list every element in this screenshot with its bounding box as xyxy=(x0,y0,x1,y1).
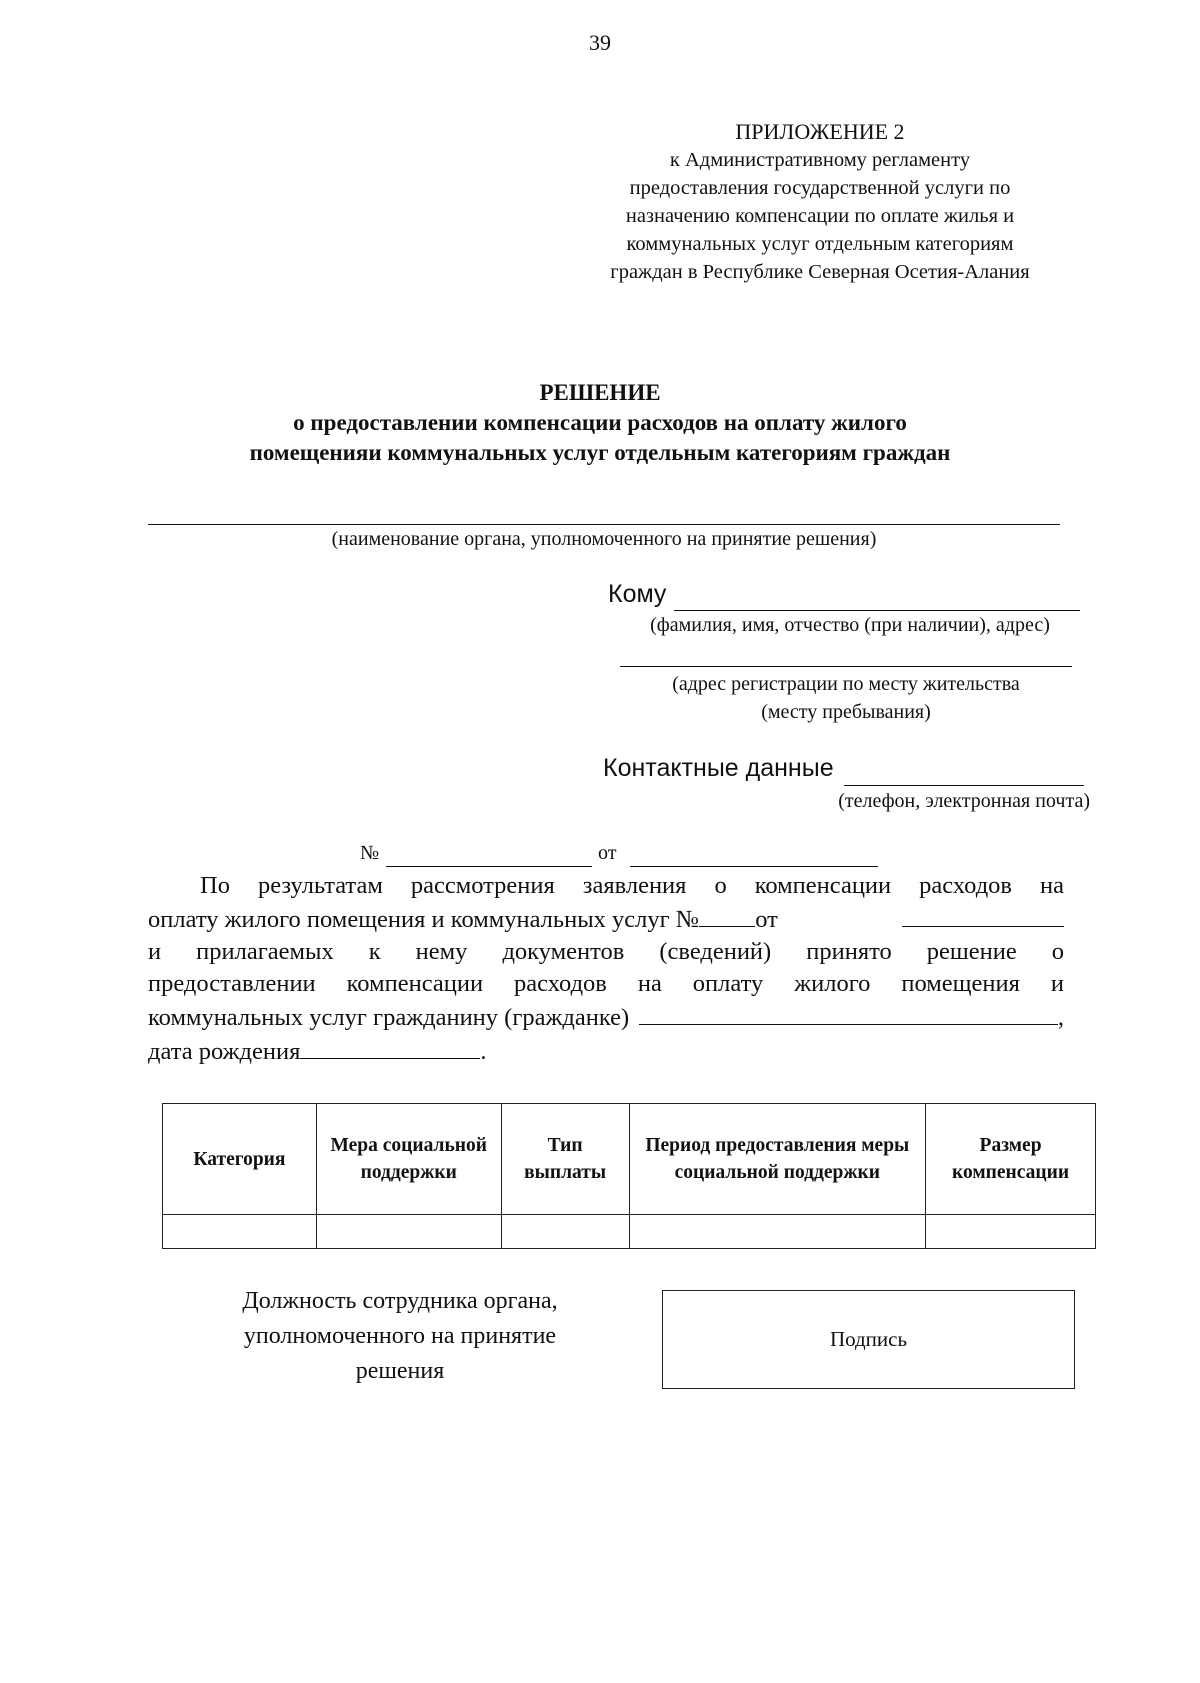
appendix-line: назначению компенсации по оплате жилья и xyxy=(625,205,1015,227)
body-line-5 xyxy=(148,1000,1064,1034)
body-line-6-period: . xyxy=(480,1038,487,1065)
body-line-3: и прилагаемых к нему документов (сведений) принято решение о xyxy=(148,938,1064,965)
birth-date-label: дата рождения xyxy=(148,1038,301,1065)
title-main: РЕШЕНИЕ xyxy=(539,380,661,405)
appendix-line: коммунальных услуг отдельным категориям xyxy=(626,233,1014,255)
signature-label: Подпись xyxy=(829,1327,908,1351)
compensation-table xyxy=(162,1103,1096,1249)
column-header: Тип выплаты xyxy=(501,1104,629,1215)
body-line-5-comma: , xyxy=(1057,1004,1064,1031)
appendix-header xyxy=(540,118,1100,286)
signature-box xyxy=(662,1290,1075,1389)
table-header-row xyxy=(163,1104,1096,1215)
body-line-5-text: коммунальных услуг гражданину (гражданке) xyxy=(148,1004,630,1031)
appendix-line: к Административному регламенту xyxy=(669,149,971,171)
decision-paragraph xyxy=(148,870,1064,1068)
number-label: № xyxy=(360,842,380,864)
employee-position xyxy=(180,1284,620,1389)
page-number: 39 xyxy=(589,30,611,55)
contacts-label: Контактные данные xyxy=(603,754,834,782)
table-cell xyxy=(316,1215,501,1249)
recipient-label: Кому xyxy=(608,580,667,608)
application-number-blank xyxy=(699,902,755,927)
appendix-line: предоставления государственной услуги по xyxy=(629,177,1011,199)
table-cell xyxy=(629,1215,926,1249)
body-line-6 xyxy=(148,1034,1064,1068)
table-cell xyxy=(163,1215,317,1249)
recipient-name-line xyxy=(674,610,1080,611)
authority-name-line xyxy=(148,524,1060,525)
body-line-2 xyxy=(148,902,1064,936)
contacts-caption: (телефон, электронная почта) xyxy=(838,790,1090,812)
document-title xyxy=(0,378,1200,468)
body-line-4: предоставлении компенсации расходов на оплату жилого помещения и xyxy=(148,970,1064,997)
position-line-3: решения xyxy=(355,1358,445,1384)
address-caption-line-2: (месту пребывания) xyxy=(761,701,931,723)
appendix-heading: ПРИЛОЖЕНИЕ 2 xyxy=(735,119,905,144)
number-field-line xyxy=(386,866,592,867)
title-line-1: о предоставлении компенсации расходов на оплату жилого xyxy=(293,410,907,435)
table-row xyxy=(163,1215,1096,1249)
appendix-line: граждан в Республике Северная Осетия-Алания xyxy=(610,261,1030,283)
recipient-caption: (фамилия, имя, отчество (при наличии), адрес) xyxy=(650,614,1050,636)
date-field-line xyxy=(630,866,878,867)
application-date-blank xyxy=(902,902,1064,927)
table-cell xyxy=(501,1215,629,1249)
column-header: Категория xyxy=(163,1104,317,1215)
address-caption xyxy=(620,670,1072,726)
body-line-2-text: оплату жилого помещения и коммунальных услуг № xyxy=(148,906,700,933)
position-line-2: уполномоченного на принятие xyxy=(243,1323,557,1349)
from-label: от xyxy=(598,842,617,864)
position-line-1: Должность сотрудника органа, xyxy=(242,1288,558,1314)
birth-date-blank xyxy=(300,1034,480,1059)
column-header: Период предоставления меры социальной поддержки xyxy=(629,1104,926,1215)
contacts-line xyxy=(844,785,1084,786)
table-cell xyxy=(926,1215,1096,1249)
column-header: Размер компенсации xyxy=(926,1104,1096,1215)
recipient-address-line xyxy=(620,666,1072,667)
authority-caption: (наименование органа, уполномоченного на принятие решения) xyxy=(331,528,877,550)
title-line-2: помещенияи коммунальных услуг отдельным категориям граждан xyxy=(249,440,951,465)
column-header: Мера социальной поддержки xyxy=(316,1104,501,1215)
body-line-2-from: от xyxy=(755,906,778,933)
body-line-1: По результатам рассмотрения заявления о компенсации расходов на xyxy=(200,872,1064,899)
address-caption-line-1: (адрес регистрации по месту жительства xyxy=(672,673,1020,695)
citizen-name-blank xyxy=(639,1000,1058,1025)
